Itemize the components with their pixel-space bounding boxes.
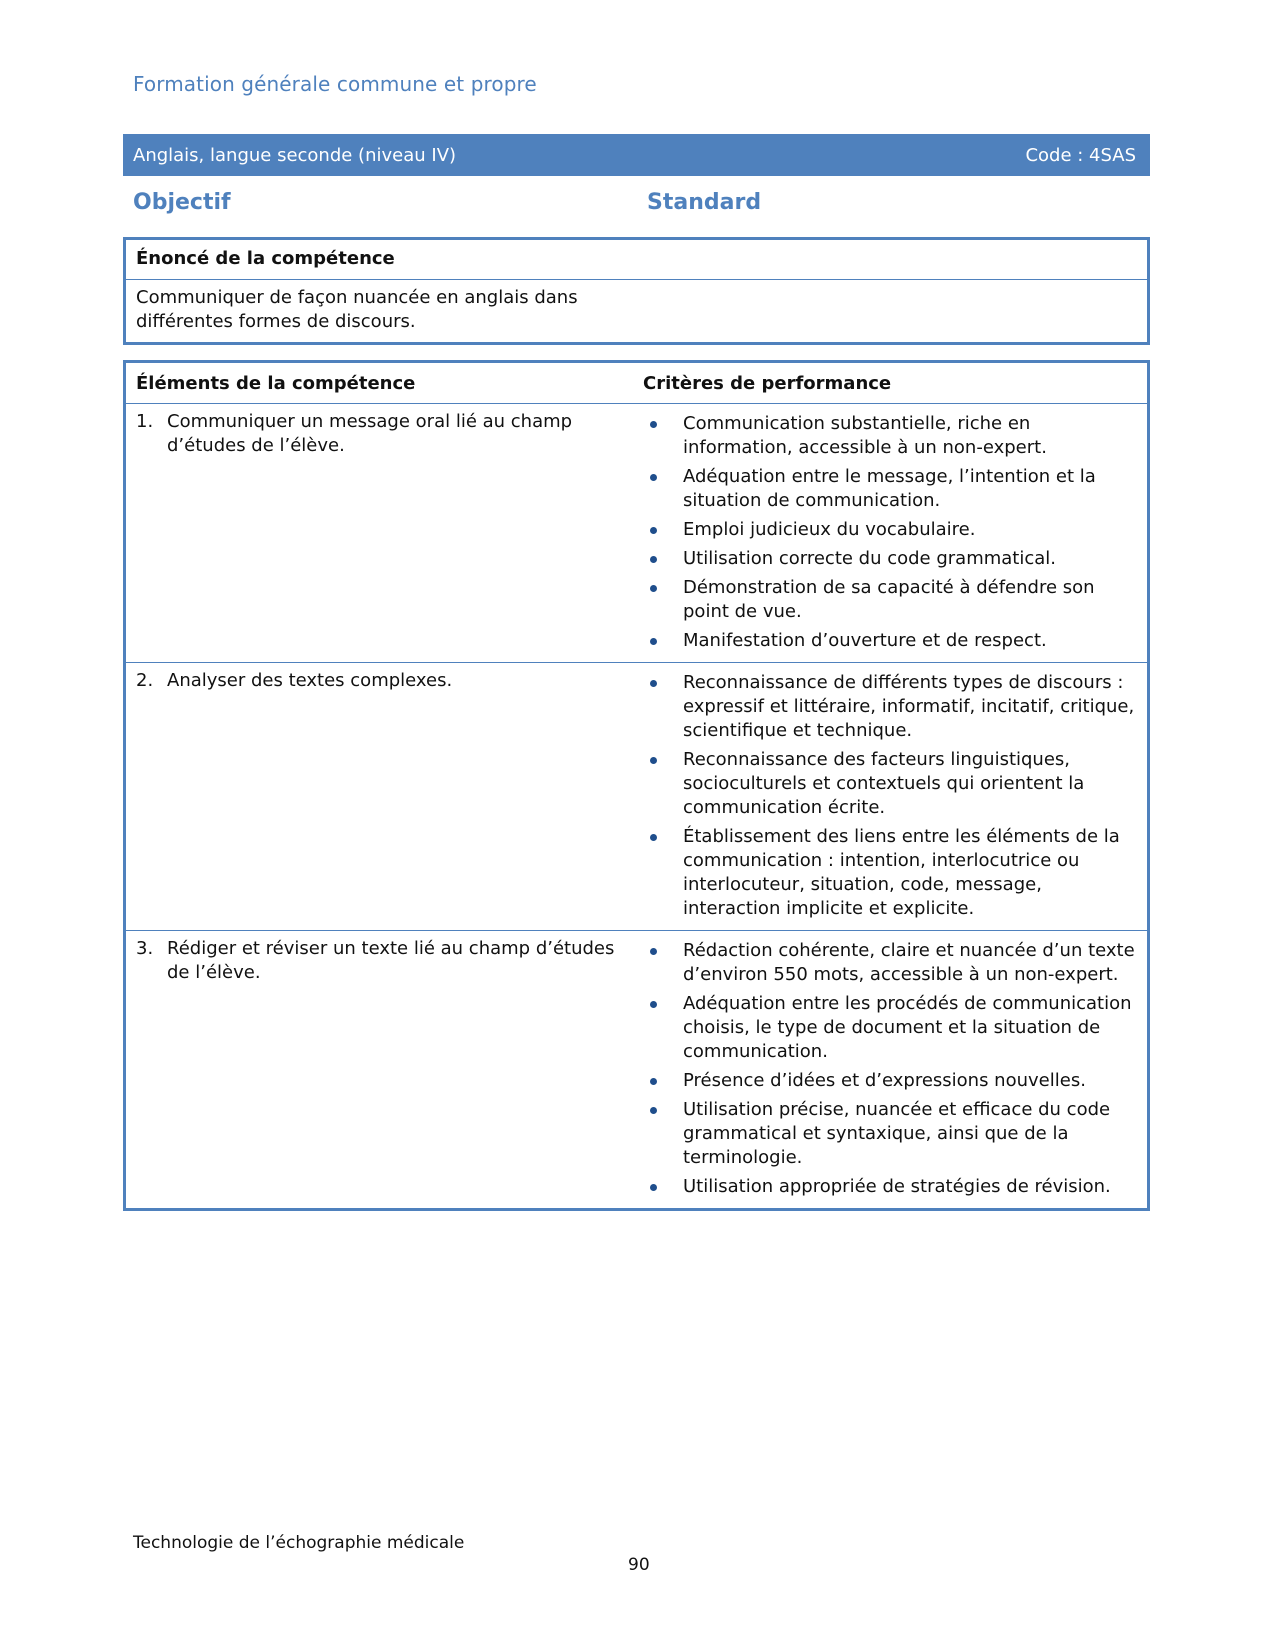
table-header-row <box>125 362 1149 404</box>
criteria-list <box>633 663 1147 930</box>
bullet-icon <box>633 1175 683 1199</box>
enonce-heading: Énoncé de la compétence <box>136 248 395 269</box>
elements-table <box>123 360 1150 1211</box>
bullet-icon <box>633 1069 683 1093</box>
bullet-icon <box>633 1098 683 1170</box>
page-number: 90 <box>628 1555 650 1575</box>
element-text: Rédiger et réviser un texte lié au champ d’études de l’élève. <box>167 938 615 983</box>
element-cell <box>125 931 634 1210</box>
element-cell <box>125 663 634 931</box>
bullet-icon <box>633 629 683 653</box>
criteria-item: Établissement des liens entre les éléments de la communication : intention, interlocutrice ou interlocuteur, situation, code, message, interaction implicite et explicite. <box>633 825 1137 921</box>
criteria-list <box>633 931 1147 1208</box>
criteria-column-header: Critères de performance <box>643 373 892 394</box>
criteria-item: Utilisation précise, nuancée et efficace du code grammatical et syntaxique, ainsi que de la terminologie. <box>633 1098 1137 1170</box>
criteria-item: Utilisation appropriée de stratégies de révision. <box>633 1175 1137 1199</box>
bullet-icon <box>633 518 683 542</box>
criteria-item: Reconnaissance de différents types de discours : expressif et littéraire, informatif, incitatif, critique, scientifique et technique. <box>633 671 1137 743</box>
course-name: Anglais, langue seconde (niveau IV) <box>133 144 457 166</box>
bullet-icon <box>633 748 683 820</box>
criteria-item: Démonstration de sa capacité à défendre son point de vue. <box>633 576 1137 624</box>
element-number: 1. <box>136 411 154 432</box>
criteria-item: Adéquation entre le message, l’intention et la situation de communication. <box>633 465 1137 513</box>
element-number: 3. <box>136 938 154 959</box>
bullet-icon <box>633 992 683 1064</box>
element-number: 2. <box>136 670 154 691</box>
elements-column-header: Éléments de la compétence <box>136 373 416 394</box>
section-title: Formation générale commune et propre <box>133 72 537 96</box>
table-row <box>125 663 1149 931</box>
element-cell <box>125 404 634 663</box>
bullet-icon <box>633 576 683 624</box>
element-text: Analyser des textes complexes. <box>167 670 453 691</box>
criteria-cell <box>633 931 1149 1210</box>
bullet-icon <box>633 939 683 987</box>
course-bar <box>123 134 1150 176</box>
criteria-item: Rédaction cohérente, claire et nuancée d’un texte d’environ 550 mots, accessible à un non-expert. <box>633 939 1137 987</box>
bullet-icon <box>633 547 683 571</box>
criteria-list <box>633 404 1147 662</box>
element-text: Communiquer un message oral lié au champ d’études de l’élève. <box>167 411 573 456</box>
course-code: Code : 4SAS <box>1025 144 1136 166</box>
standard-heading: Standard <box>647 190 762 215</box>
bullet-icon <box>633 412 683 460</box>
bullet-icon <box>633 465 683 513</box>
footer-program-title: Technologie de l’échographie médicale <box>133 1533 465 1553</box>
enonce-table <box>123 237 1150 345</box>
bullet-icon <box>633 671 683 743</box>
criteria-cell <box>633 404 1149 663</box>
table-row <box>125 931 1149 1210</box>
criteria-item: Reconnaissance des facteurs linguistiques, socioculturels et contextuels qui orientent la communication écrite. <box>633 748 1137 820</box>
criteria-item: Adéquation entre les procédés de communication choisis, le type de document et la situation de communication. <box>633 992 1137 1064</box>
criteria-item: Communication substantielle, riche en information, accessible à un non-expert. <box>633 412 1137 460</box>
criteria-cell <box>633 663 1149 931</box>
criteria-item: Emploi judicieux du vocabulaire. <box>633 518 1137 542</box>
enonce-text: Communiquer de façon nuancée en anglais dans différentes formes de discours. <box>136 287 578 332</box>
objectif-heading: Objectif <box>133 190 231 215</box>
table-row <box>125 404 1149 663</box>
criteria-item: Présence d’idées et d’expressions nouvelles. <box>633 1069 1137 1093</box>
enonce-cell <box>125 280 1149 344</box>
criteria-item: Manifestation d’ouverture et de respect. <box>633 629 1137 653</box>
bullet-icon <box>633 825 683 921</box>
criteria-item: Utilisation correcte du code grammatical. <box>633 547 1137 571</box>
